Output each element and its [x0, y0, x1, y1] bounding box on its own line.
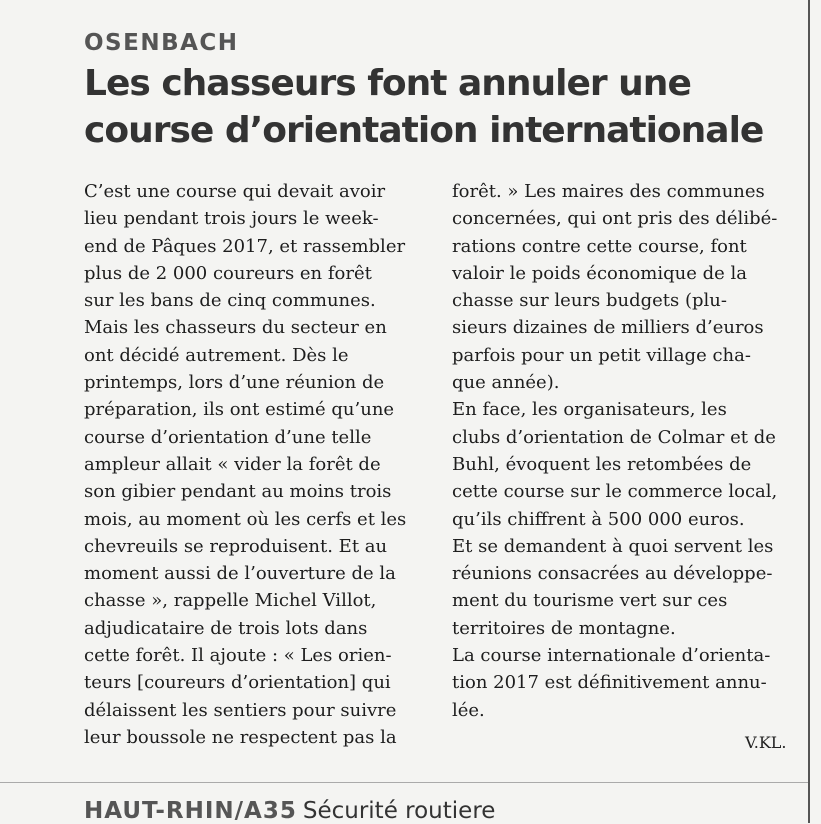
column-rule — [808, 0, 810, 823]
text-line: La course internationale d’orienta- — [452, 645, 771, 667]
text-line: son gibier pendant au moins trois — [84, 481, 392, 503]
headline-line: course d’orientation internationale — [84, 110, 764, 151]
article-column-left — [84, 178, 406, 751]
text-line: clubs d’orientation de Colmar et de — [452, 426, 776, 448]
text-line: réunions consacrées au développe- — [452, 563, 773, 585]
text-line: chasse sur leurs budgets (plu- — [452, 290, 727, 312]
article-column-right — [452, 178, 777, 724]
text-line: course d’orientation d’une telle — [84, 426, 372, 448]
text-line: ampleur allait « vider la forêt de — [84, 453, 381, 475]
text-line: ment du tourisme vert sur ces — [452, 590, 728, 612]
article-signature: V.KL. — [745, 733, 787, 752]
text-line: En face, les organisateurs, les — [452, 399, 727, 421]
text-line: C’est une course qui devait avoir — [84, 181, 386, 202]
text-line: concernées, qui ont pris des délibé- — [452, 208, 778, 230]
text-line: Mais les chasseurs du secteur en — [84, 317, 387, 339]
text-line: cette course sur le commerce local, — [452, 481, 778, 503]
article-kicker: OSENBACH — [84, 30, 239, 56]
text-line: préparation, ils ont estimé qu’une — [84, 399, 395, 421]
text-line: teurs [coureurs d’orientation] qui — [84, 672, 391, 694]
text-line: que année). — [452, 372, 560, 394]
text-line: lieu pendant trois jours le week- — [84, 208, 379, 230]
text-line: end de Pâques 2017, et rassembler — [84, 235, 406, 257]
text-line: mois, au moment où les cerfs et les — [84, 508, 407, 530]
text-line: Et se demandent à quoi servent les — [452, 535, 774, 557]
text-line: qu’ils chiffrent à 500 000 euros. — [452, 508, 745, 530]
text-line: moment aussi de l’ouverture de la — [84, 563, 396, 585]
text-line: sieurs dizaines de milliers d’euros — [452, 317, 764, 339]
text-line: leur boussole ne respectent pas la — [84, 726, 397, 748]
text-line: printemps, lors d’une réunion de — [84, 372, 385, 394]
next-article-kicker: HAUT-RHIN/A35 — [84, 798, 297, 824]
article-headline — [84, 60, 804, 154]
headline-line: Les chasseurs font annuler une — [84, 63, 691, 104]
text-line: valoir le poids économique de la — [452, 262, 748, 284]
text-line: rations contre cette course, font — [452, 235, 747, 257]
text-line: territoires de montagne. — [452, 617, 676, 639]
text-line: lée. — [452, 699, 485, 721]
text-line: chevreuils se reproduisent. Et au — [84, 535, 388, 557]
next-article-headline — [84, 798, 495, 824]
text-line: forêt. » Les maires des communes — [452, 181, 765, 202]
text-line: adjudicataire de trois lots dans — [84, 617, 368, 639]
text-line: cette forêt. Il ajoute : « Les orien- — [84, 645, 392, 667]
text-line: chasse », rappelle Michel Villot, — [84, 590, 377, 612]
text-line: parfois pour un petit village cha- — [452, 344, 751, 366]
next-article-title: Sécurité routiere — [302, 798, 496, 824]
text-line: plus de 2 000 coureurs en forêt — [84, 262, 372, 284]
text-line: ont décidé autrement. Dès le — [84, 344, 349, 366]
text-line: délaissent les sentiers pour suivre — [84, 699, 397, 721]
text-line: tion 2017 est définitivement annu- — [452, 672, 767, 694]
text-line: Buhl, évoquent les retombées de — [452, 453, 752, 475]
article-divider — [0, 782, 808, 783]
text-line: sur les bans de cinq communes. — [84, 290, 376, 312]
